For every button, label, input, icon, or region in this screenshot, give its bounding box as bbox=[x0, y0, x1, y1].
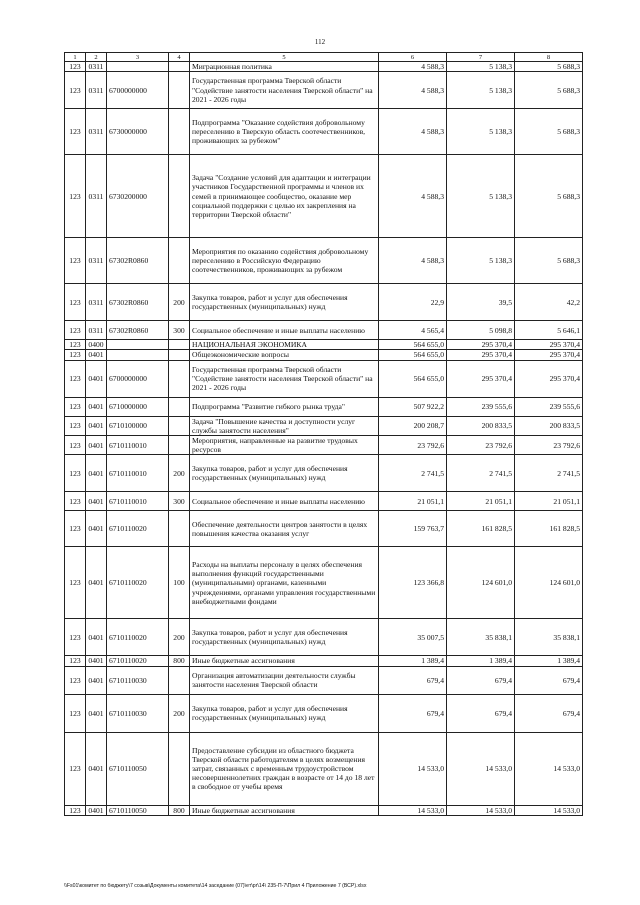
amount-2025-cell: 5 138,3 bbox=[447, 109, 515, 155]
section-code-cell: 0401 bbox=[86, 732, 107, 805]
table-row bbox=[65, 72, 583, 109]
expense-name-cell: НАЦИОНАЛЬНАЯ ЭКОНОМИКА bbox=[190, 340, 379, 350]
expense-type-code-cell bbox=[169, 397, 190, 416]
grbs-code-cell: 123 bbox=[65, 72, 86, 109]
expense-type-code-cell bbox=[169, 436, 190, 455]
expense-type-code-cell bbox=[169, 416, 190, 435]
amount-2024-cell: 4 588,3 bbox=[379, 238, 447, 284]
section-code-cell: 0401 bbox=[86, 694, 107, 732]
amount-2026-cell: 161 828,5 bbox=[515, 511, 583, 547]
amount-2026-cell: 42,2 bbox=[515, 284, 583, 321]
target-article-code-cell: 6710110020 bbox=[107, 547, 169, 619]
target-article-code-cell: 6700000000 bbox=[107, 360, 169, 397]
expense-name-cell: Государственная программа Тверской области "Содействие занятости населения Тверской области" на 2021 - 2026 годы bbox=[190, 360, 379, 397]
amount-2025-cell: 5 138,3 bbox=[447, 155, 515, 238]
grbs-code-cell: 123 bbox=[65, 340, 86, 350]
amount-2024-cell: 23 792,6 bbox=[379, 436, 447, 455]
expense-name-cell: Обеспечение деятельности центров занятости в целях повышения качества оказания услуг bbox=[190, 511, 379, 547]
amount-2026-cell: 5 688,3 bbox=[515, 109, 583, 155]
amount-2024-cell: 564 655,0 bbox=[379, 360, 447, 397]
amount-2024-cell: 564 655,0 bbox=[379, 350, 447, 360]
column-number: 4 bbox=[169, 53, 190, 62]
expense-type-code-cell bbox=[169, 109, 190, 155]
target-article-code-cell: 6730000000 bbox=[107, 109, 169, 155]
expense-type-code-cell bbox=[169, 340, 190, 350]
amount-2025-cell: 5 138,3 bbox=[447, 238, 515, 284]
target-article-code-cell: 6730200000 bbox=[107, 155, 169, 238]
section-code-cell: 0311 bbox=[86, 238, 107, 284]
grbs-code-cell: 123 bbox=[65, 397, 86, 416]
section-code-cell: 0311 bbox=[86, 284, 107, 321]
target-article-code-cell: 6710110050 bbox=[107, 732, 169, 805]
section-code-cell: 0400 bbox=[86, 340, 107, 350]
grbs-code-cell: 123 bbox=[65, 511, 86, 547]
amount-2026-cell: 5 688,3 bbox=[515, 62, 583, 72]
target-article-code-cell: 6710110020 bbox=[107, 511, 169, 547]
section-code-cell: 0401 bbox=[86, 492, 107, 511]
target-article-code-cell bbox=[107, 62, 169, 72]
amount-2025-cell: 295 370,4 bbox=[447, 360, 515, 397]
expense-name-cell: Задача "Создание условий для адаптации и интеграции участников Государственной программы и членов их семей в принимающее сообщество, оказание мер социальной поддержки с целью их закрепления на территории Тверской области" bbox=[190, 155, 379, 238]
table-row bbox=[65, 666, 583, 694]
amount-2024-cell: 123 366,8 bbox=[379, 547, 447, 619]
target-article-code-cell: 67302R0860 bbox=[107, 321, 169, 340]
table-row bbox=[65, 284, 583, 321]
grbs-code-cell: 123 bbox=[65, 360, 86, 397]
expense-name-cell: Социальное обеспечение и иные выплаты населению bbox=[190, 492, 379, 511]
amount-2025-cell: 1 389,4 bbox=[447, 656, 515, 666]
amount-2025-cell: 161 828,5 bbox=[447, 511, 515, 547]
column-number-row bbox=[65, 53, 583, 62]
target-article-code-cell: 67302R0860 bbox=[107, 238, 169, 284]
amount-2024-cell: 35 007,5 bbox=[379, 619, 447, 656]
amount-2024-cell: 564 655,0 bbox=[379, 340, 447, 350]
amount-2024-cell: 507 922,2 bbox=[379, 397, 447, 416]
target-article-code-cell: 6710110020 bbox=[107, 656, 169, 666]
amount-2025-cell: 14 533,0 bbox=[447, 805, 515, 815]
amount-2025-cell: 39,5 bbox=[447, 284, 515, 321]
expense-name-cell: Иные бюджетные ассигнования bbox=[190, 656, 379, 666]
table-row bbox=[65, 155, 583, 238]
amount-2025-cell: 2 741,5 bbox=[447, 455, 515, 492]
amount-2025-cell: 679,4 bbox=[447, 666, 515, 694]
target-article-code-cell: 6710110030 bbox=[107, 694, 169, 732]
expense-name-cell: Закупка товаров, работ и услуг для обеспечения государственных (муниципальных) нужд bbox=[190, 455, 379, 492]
amount-2025-cell: 5 138,3 bbox=[447, 62, 515, 72]
amount-2024-cell: 22,9 bbox=[379, 284, 447, 321]
expense-name-cell: Закупка товаров, работ и услуг для обеспечения государственных (муниципальных) нужд bbox=[190, 694, 379, 732]
grbs-code-cell: 123 bbox=[65, 155, 86, 238]
grbs-code-cell: 123 bbox=[65, 492, 86, 511]
expense-name-cell: Предоставление субсидии из областного бюджета Тверской области работодателям в целях возмещения затрат, связанных с временным трудоустройством несовершеннолетних граждан в возрасте от 14 до 18 лет в свободное от учебы время bbox=[190, 732, 379, 805]
amount-2026-cell: 124 601,0 bbox=[515, 547, 583, 619]
section-code-cell: 0401 bbox=[86, 455, 107, 492]
expense-type-code-cell: 800 bbox=[169, 805, 190, 815]
amount-2024-cell: 4 565,4 bbox=[379, 321, 447, 340]
expense-type-code-cell bbox=[169, 350, 190, 360]
grbs-code-cell: 123 bbox=[65, 284, 86, 321]
section-code-cell: 0311 bbox=[86, 321, 107, 340]
expense-type-code-cell bbox=[169, 511, 190, 547]
grbs-code-cell: 123 bbox=[65, 455, 86, 492]
expense-type-code-cell bbox=[169, 62, 190, 72]
expense-name-cell: Закупка товаров, работ и услуг для обеспечения государственных (муниципальных) нужд bbox=[190, 284, 379, 321]
amount-2024-cell: 4 588,3 bbox=[379, 155, 447, 238]
target-article-code-cell: 67302R0860 bbox=[107, 284, 169, 321]
grbs-code-cell: 123 bbox=[65, 547, 86, 619]
target-article-code-cell bbox=[107, 350, 169, 360]
grbs-code-cell: 123 bbox=[65, 321, 86, 340]
table-row bbox=[65, 455, 583, 492]
amount-2026-cell: 679,4 bbox=[515, 694, 583, 732]
table-row bbox=[65, 397, 583, 416]
amount-2025-cell: 5 138,3 bbox=[447, 72, 515, 109]
section-code-cell: 0401 bbox=[86, 436, 107, 455]
target-article-code-cell: 6710110010 bbox=[107, 436, 169, 455]
section-code-cell: 0311 bbox=[86, 62, 107, 72]
table-row bbox=[65, 416, 583, 435]
amount-2025-cell: 23 792,6 bbox=[447, 436, 515, 455]
expense-name-cell: Мероприятия по оказанию содействия добровольному переселению в Российскую Федерацию соотечественников, проживающих за рубежом bbox=[190, 238, 379, 284]
section-code-cell: 0401 bbox=[86, 397, 107, 416]
table-row bbox=[65, 62, 583, 72]
column-number: 2 bbox=[86, 53, 107, 62]
grbs-code-cell: 123 bbox=[65, 62, 86, 72]
amount-2026-cell: 2 741,5 bbox=[515, 455, 583, 492]
section-code-cell: 0311 bbox=[86, 72, 107, 109]
amount-2026-cell: 295 370,4 bbox=[515, 340, 583, 350]
grbs-code-cell: 123 bbox=[65, 666, 86, 694]
amount-2025-cell: 239 555,6 bbox=[447, 397, 515, 416]
target-article-code-cell: 6710110030 bbox=[107, 666, 169, 694]
grbs-code-cell: 123 bbox=[65, 805, 86, 815]
grbs-code-cell: 123 bbox=[65, 656, 86, 666]
grbs-code-cell: 123 bbox=[65, 416, 86, 435]
expense-name-cell: Общеэкономические вопросы bbox=[190, 350, 379, 360]
grbs-code-cell: 123 bbox=[65, 732, 86, 805]
amount-2025-cell: 124 601,0 bbox=[447, 547, 515, 619]
amount-2026-cell: 23 792,6 bbox=[515, 436, 583, 455]
expense-type-code-cell: 200 bbox=[169, 619, 190, 656]
expense-type-code-cell: 200 bbox=[169, 284, 190, 321]
amount-2025-cell: 679,4 bbox=[447, 694, 515, 732]
column-number: 5 bbox=[190, 53, 379, 62]
expense-type-code-cell: 300 bbox=[169, 492, 190, 511]
table-row bbox=[65, 547, 583, 619]
amount-2024-cell: 2 741,5 bbox=[379, 455, 447, 492]
table-row bbox=[65, 109, 583, 155]
target-article-code-cell: 6710100000 bbox=[107, 416, 169, 435]
expense-type-code-cell bbox=[169, 155, 190, 238]
amount-2026-cell: 200 833,5 bbox=[515, 416, 583, 435]
amount-2024-cell: 14 533,0 bbox=[379, 732, 447, 805]
section-code-cell: 0401 bbox=[86, 350, 107, 360]
expense-type-code-cell bbox=[169, 360, 190, 397]
budget-table bbox=[64, 52, 583, 816]
amount-2026-cell: 239 555,6 bbox=[515, 397, 583, 416]
amount-2025-cell: 35 838,1 bbox=[447, 619, 515, 656]
table-row bbox=[65, 656, 583, 666]
expense-type-code-cell bbox=[169, 732, 190, 805]
section-code-cell: 0401 bbox=[86, 656, 107, 666]
table-row bbox=[65, 436, 583, 455]
expense-type-code-cell: 800 bbox=[169, 656, 190, 666]
amount-2026-cell: 5 688,3 bbox=[515, 155, 583, 238]
table-row bbox=[65, 732, 583, 805]
target-article-code-cell: 6710000000 bbox=[107, 397, 169, 416]
amount-2026-cell: 5 688,3 bbox=[515, 238, 583, 284]
table-row bbox=[65, 694, 583, 732]
expense-name-cell: Задача "Повышение качества и доступности услуг службы занятости населения" bbox=[190, 416, 379, 435]
table-row bbox=[65, 511, 583, 547]
amount-2025-cell: 200 833,5 bbox=[447, 416, 515, 435]
grbs-code-cell: 123 bbox=[65, 350, 86, 360]
amount-2024-cell: 200 208,7 bbox=[379, 416, 447, 435]
expense-name-cell: Социальное обеспечение и иные выплаты населению bbox=[190, 321, 379, 340]
target-article-code-cell: 6710110010 bbox=[107, 455, 169, 492]
amount-2026-cell: 1 389,4 bbox=[515, 656, 583, 666]
amount-2026-cell: 5 688,3 bbox=[515, 72, 583, 109]
expense-type-code-cell bbox=[169, 238, 190, 284]
expense-name-cell: Государственная программа Тверской области "Содействие занятости населения Тверской области" на 2021 - 2026 годы bbox=[190, 72, 379, 109]
amount-2024-cell: 679,4 bbox=[379, 666, 447, 694]
amount-2024-cell: 679,4 bbox=[379, 694, 447, 732]
amount-2026-cell: 14 533,0 bbox=[515, 732, 583, 805]
amount-2026-cell: 295 370,4 bbox=[515, 350, 583, 360]
grbs-code-cell: 123 bbox=[65, 109, 86, 155]
expense-name-cell: Организация автоматизации деятельности службы занятости населения Тверской области bbox=[190, 666, 379, 694]
expense-type-code-cell: 200 bbox=[169, 694, 190, 732]
section-code-cell: 0401 bbox=[86, 360, 107, 397]
section-code-cell: 0401 bbox=[86, 619, 107, 656]
amount-2025-cell: 21 051,1 bbox=[447, 492, 515, 511]
grbs-code-cell: 123 bbox=[65, 238, 86, 284]
section-code-cell: 0311 bbox=[86, 155, 107, 238]
column-number: 8 bbox=[515, 53, 583, 62]
amount-2026-cell: 679,4 bbox=[515, 666, 583, 694]
column-number: 7 bbox=[447, 53, 515, 62]
expense-name-cell: Мероприятия, направленные на развитие трудовых ресурсов bbox=[190, 436, 379, 455]
amount-2026-cell: 5 646,1 bbox=[515, 321, 583, 340]
expense-type-code-cell: 100 bbox=[169, 547, 190, 619]
grbs-code-cell: 123 bbox=[65, 619, 86, 656]
table-row bbox=[65, 360, 583, 397]
target-article-code-cell: 6710110010 bbox=[107, 492, 169, 511]
expense-name-cell: Закупка товаров, работ и услуг для обеспечения государственных (муниципальных) нужд bbox=[190, 619, 379, 656]
table-row bbox=[65, 350, 583, 360]
amount-2024-cell: 14 533,0 bbox=[379, 805, 447, 815]
target-article-code-cell: 6710110050 bbox=[107, 805, 169, 815]
file-path-footer: \\Fs01\комитет по бюджету\7 созыв\Документы комитета\14 заседание (07)\eт\pr\14\ 235-П-7\Прил 4 Приложение 7 (ВСР).xlsx bbox=[64, 883, 367, 889]
amount-2026-cell: 14 533,0 bbox=[515, 805, 583, 815]
expense-name-cell: Расходы на выплаты персоналу в целях обеспечения выполнения функций государственными (муниципальными) органами, казенными учреждениями, органами управления государственными внебюджетными фондами bbox=[190, 547, 379, 619]
table-body bbox=[65, 53, 583, 816]
column-number: 1 bbox=[65, 53, 86, 62]
amount-2024-cell: 159 763,7 bbox=[379, 511, 447, 547]
amount-2024-cell: 4 588,3 bbox=[379, 72, 447, 109]
target-article-code-cell bbox=[107, 340, 169, 350]
target-article-code-cell: 6710110020 bbox=[107, 619, 169, 656]
section-code-cell: 0311 bbox=[86, 109, 107, 155]
amount-2026-cell: 35 838,1 bbox=[515, 619, 583, 656]
amount-2024-cell: 21 051,1 bbox=[379, 492, 447, 511]
amount-2025-cell: 295 370,4 bbox=[447, 350, 515, 360]
table-row bbox=[65, 238, 583, 284]
grbs-code-cell: 123 bbox=[65, 694, 86, 732]
amount-2024-cell: 1 389,4 bbox=[379, 656, 447, 666]
expense-type-code-cell bbox=[169, 666, 190, 694]
expense-type-code-cell bbox=[169, 72, 190, 109]
target-article-code-cell: 6700000000 bbox=[107, 72, 169, 109]
table-row bbox=[65, 340, 583, 350]
amount-2026-cell: 295 370,4 bbox=[515, 360, 583, 397]
section-code-cell: 0401 bbox=[86, 547, 107, 619]
expense-type-code-cell: 300 bbox=[169, 321, 190, 340]
section-code-cell: 0401 bbox=[86, 666, 107, 694]
amount-2025-cell: 295 370,4 bbox=[447, 340, 515, 350]
amount-2025-cell: 5 098,8 bbox=[447, 321, 515, 340]
amount-2026-cell: 21 051,1 bbox=[515, 492, 583, 511]
table-row bbox=[65, 619, 583, 656]
amount-2025-cell: 14 533,0 bbox=[447, 732, 515, 805]
page-number: 112 bbox=[314, 38, 326, 46]
column-number: 3 bbox=[107, 53, 169, 62]
expense-name-cell: Подпрограмма "Оказание содействия добровольному переселению в Тверскую область соотечественников, проживающих за рубежом" bbox=[190, 109, 379, 155]
amount-2024-cell: 4 588,3 bbox=[379, 62, 447, 72]
expense-name-cell: Иные бюджетные ассигнования bbox=[190, 805, 379, 815]
expense-name-cell: Подпрограмма "Развитие гибкого рынка труда" bbox=[190, 397, 379, 416]
amount-2024-cell: 4 588,3 bbox=[379, 109, 447, 155]
section-code-cell: 0401 bbox=[86, 511, 107, 547]
column-number: 6 bbox=[379, 53, 447, 62]
table-row bbox=[65, 321, 583, 340]
expense-type-code-cell: 200 bbox=[169, 455, 190, 492]
section-code-cell: 0401 bbox=[86, 805, 107, 815]
table-row bbox=[65, 805, 583, 815]
table-row bbox=[65, 492, 583, 511]
grbs-code-cell: 123 bbox=[65, 436, 86, 455]
section-code-cell: 0401 bbox=[86, 416, 107, 435]
expense-name-cell: Миграционная политика bbox=[190, 62, 379, 72]
